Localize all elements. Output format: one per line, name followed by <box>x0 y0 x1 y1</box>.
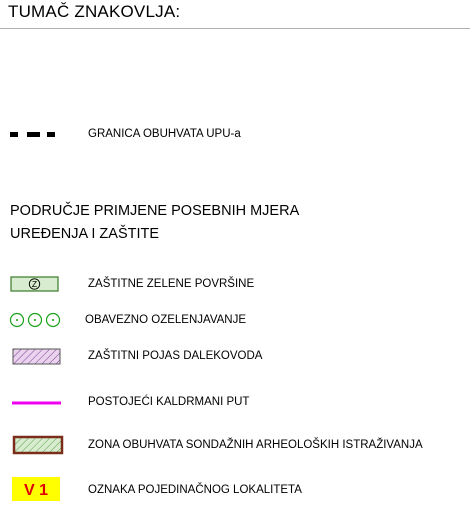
legend-row-boundary <box>0 122 470 146</box>
legend-row-cobblestone-path <box>0 390 470 414</box>
legend-label-boundary: GRANICA OBUHVATA UPU-a <box>88 128 241 140</box>
legend-row-powerline-corridor <box>0 344 470 368</box>
legend-title: TUMAČ ZNAKOVLJA: <box>8 2 181 21</box>
legend-row-protective-green <box>0 272 470 296</box>
section-heading-line1: PODRUČJE PRIMJENE POSEBNIH MJERA <box>10 203 300 219</box>
cobblestone-path-symbol <box>11 390 63 414</box>
site-marker-code: V 1 <box>23 482 49 499</box>
legend-label-powerline-corridor: ZAŠTITNI POJAS DALEKOVODA <box>88 350 263 362</box>
legend-label-site-marker: OZNAKA POJEDINAČNOG LOKALITETA <box>88 484 302 496</box>
legend-row-site-marker <box>0 478 470 502</box>
archaeological-zone-symbol <box>12 433 66 457</box>
protective-green-symbol <box>10 272 60 296</box>
legend-label-protective-green: ZAŠTITNE ZELENE POVRŠINE <box>88 278 255 290</box>
powerline-corridor-symbol <box>12 344 62 368</box>
section-heading <box>10 200 299 246</box>
legend-row-mandatory-greening <box>0 308 470 332</box>
legend-label-archaeological-zone: ZONA OBUHVATA SONDAŽNIH ARHEOLOŠKIH ISTRAŽIVANJA <box>88 439 423 451</box>
legend-label-cobblestone-path: POSTOJEĆI KALDRMANI PUT <box>88 396 250 408</box>
greening-circles-symbol <box>8 308 64 332</box>
title-divider <box>0 28 470 29</box>
site-marker-symbol <box>12 477 62 503</box>
protective-green-symbol-letter: Z <box>31 279 38 290</box>
dashed-boundary-symbol <box>10 122 70 146</box>
legend-label-mandatory-greening: OBAVEZNO OZELENJAVANJE <box>85 314 247 326</box>
section-heading-line2: UREĐENJA I ZAŠTITE <box>10 226 160 242</box>
legend-row-archaeological-zone <box>0 433 470 457</box>
